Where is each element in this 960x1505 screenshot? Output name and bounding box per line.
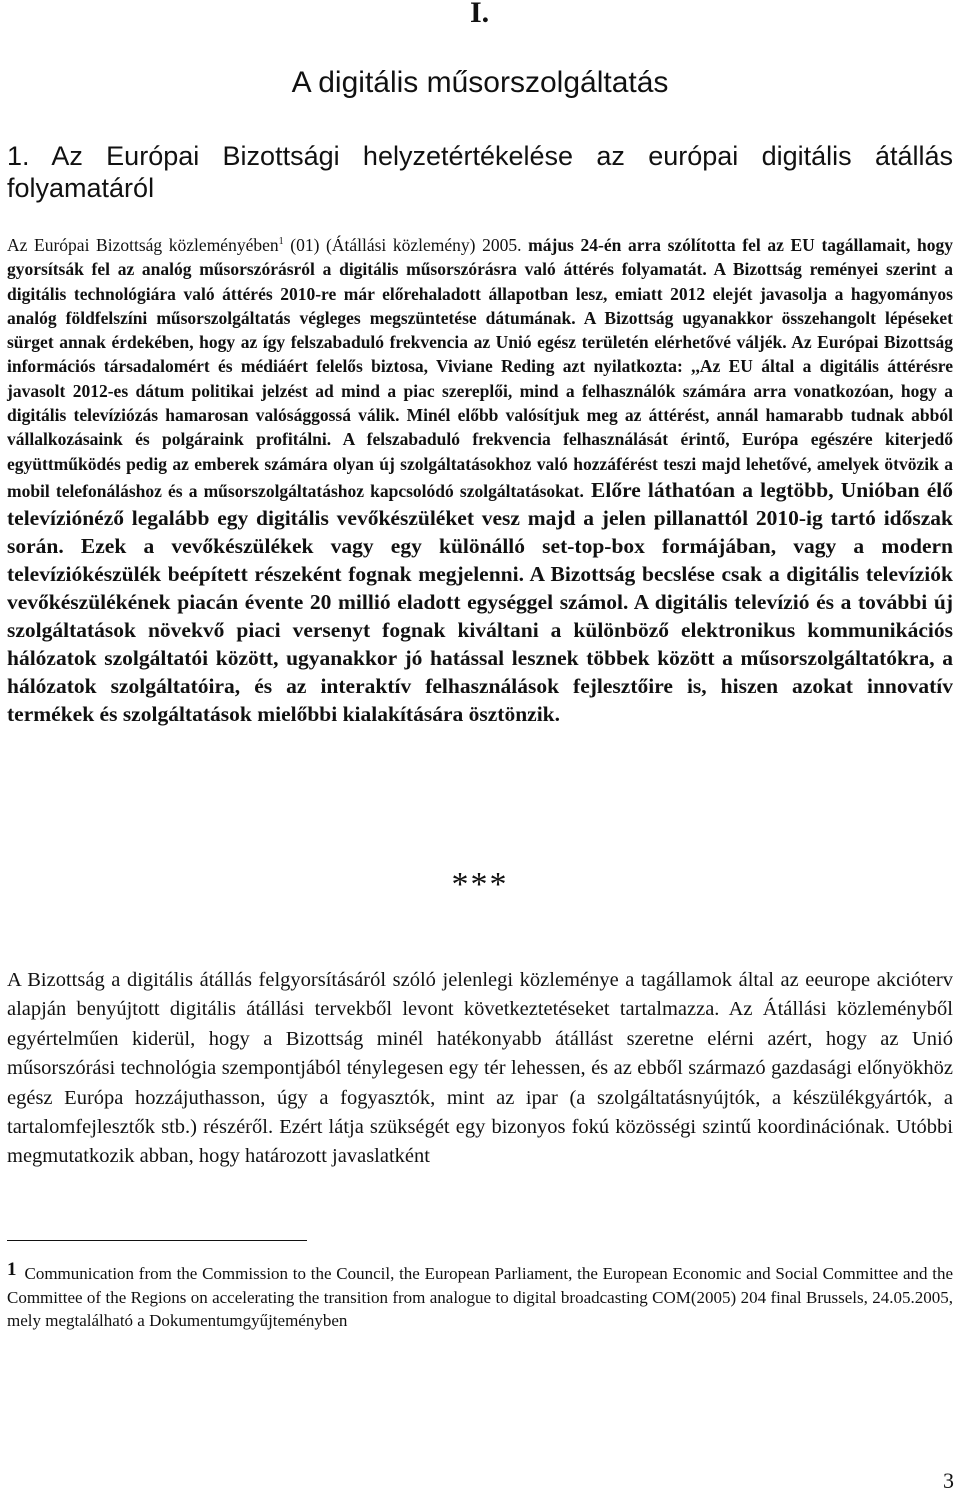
footnote-mark: 1 bbox=[7, 1259, 17, 1280]
para1-bold-text: május 24-én arra szólította fel az EU tagállamait, hogy gyorsítsák fel az analóg műsorszórásról a digitális műsorszórásra való áttérés folyamatát. A Bizottság reményei szerint a digitális technológiára való áttérés 2010-re már előrehaladott állapotban lesz, emiatt 2012 elejét javasolja a hagyományos analóg földfelszíni műsorszolgáltatás végleges megszüntetése dátumának. A Bizottság ugyanakkor összehangolt lépéseket sürget annak érdekében, hogy az így felszabaduló frekvencia az Unió egész területén elérhetővé váljék. Az Európai Bizottság információs társadalomért és médiáért felelős biztosa, Viviane Reding azt nyilatkozta: ,,Az EU által a digitális áttérésre javasolt 2012-es dátum politikai jelzést ad mind a piac szereplői, mind a felhasználók számára arra vonatkozóan, hogy a digitális televíziózás hamarosan valósággossá válik. Minél előbb valósítjuk meg az áttérést, annál hamarabb tudnak abból vállalkozásaink és polgáraink profitálni. A felszabaduló frekvencia felhasználását érintő, Európa egészére kiterjedő együttműködés pedig az emberek számára olyan új szolgáltatásokhoz való hozzáférést teszi majd lehetővé, amelyek ötvözik a mobil telefonáláshoz és a műsorszolgáltatáshoz kapcsolódó szolgáltatásokat. bbox=[7, 235, 953, 501]
section-heading-line1: 1. Az Európai Bizottsági helyzetértékelése az európai digitális átállás bbox=[7, 141, 953, 171]
chapter-title: A digitális műsorszolgáltatás bbox=[291, 66, 669, 99]
footnote-reference[interactable]: 1 bbox=[278, 236, 284, 248]
footnote bbox=[7, 1258, 953, 1333]
page-number: 3 bbox=[943, 1468, 954, 1493]
para1-emphasis-text: Előre láthatóan a legtöbb, Unióban élő televíziónéző legalább egy digitális vevőkészüléket vesz majd a jelen pillanattól 2010-ig tartó időszak során. Ezek a vevőkészülékek vagy egy különálló set-top-box formájában, vagy a modern televíziókészülék beépített részeként fognak megjelenni. A Bizottság becslése csak a digitális televíziók vevőkészülékének piacán évente 20 millió eladott egységgel számol. A digitális televízió és a további új szolgáltatások növekvő piaci versenyt fognak kiváltani a különböző elektronikus kommunikációs hálózatok szolgáltatói között, ugyanakkor jó hatással lesznek többek között a műsorszolgáltatókra, a hálózatok szolgáltatóira, és az interaktív felhasználások fejlesztőire is, hiszen azokat innovatív termékek és szolgáltatások mielőbbi kialakítására ösztönzik. bbox=[7, 477, 953, 726]
body-paragraph-1 bbox=[7, 233, 953, 728]
footnote-text: Communication from the Commission to the Council, the European Parliament, the European Economic and Social Committee and the Committee of the Regions on accelerating the transition from analogue to digital broadcasting COM(2005) 204 final Brussels, 24.05.2005, mely megtalálható a Dokumentumgyűjteményben bbox=[7, 1264, 953, 1330]
chapter-numeral: I. bbox=[470, 0, 490, 29]
para1-intro: Az Európai Bizottság közleményében bbox=[7, 235, 279, 255]
footnote-divider bbox=[7, 1240, 307, 1241]
para1-intro-cont: (01) (Átállási közlemény) 2005. bbox=[283, 235, 522, 255]
section-separator: *** bbox=[451, 866, 509, 903]
section-heading-line2: folyamatáról bbox=[7, 173, 155, 203]
section-heading bbox=[7, 140, 953, 204]
body-paragraph-2: A Bizottság a digitális átállás felgyorsításáról szóló jelenlegi közleménye a tagállamok által az eeurope akcióterv alapján benyújtott digitális átállási tervekből levont következtetéseket tartalmazza. Az Átállási közleményből egyértelműen kiderül, hogy a Bizottság minél hatékonyabb átállást szeretne elérni azért, hogy az Unió műsorszórási technológia szempontjából ténylegesen egy tér lehessen, és az ebből származó gazdasági előnyökhöz egész Európa hozzájuthasson, úgy a fogyasztók, mint az ipar (a szolgáltatásnyújtók, a készülékgyártók, a tartalomfejlesztők stb.) részéről. Ezért látja szükségét egy bizonyos fokú közösségi szintű koordinációnak. Utóbbi megmutatkozik abban, hogy határozott javaslatként bbox=[7, 969, 953, 1168]
